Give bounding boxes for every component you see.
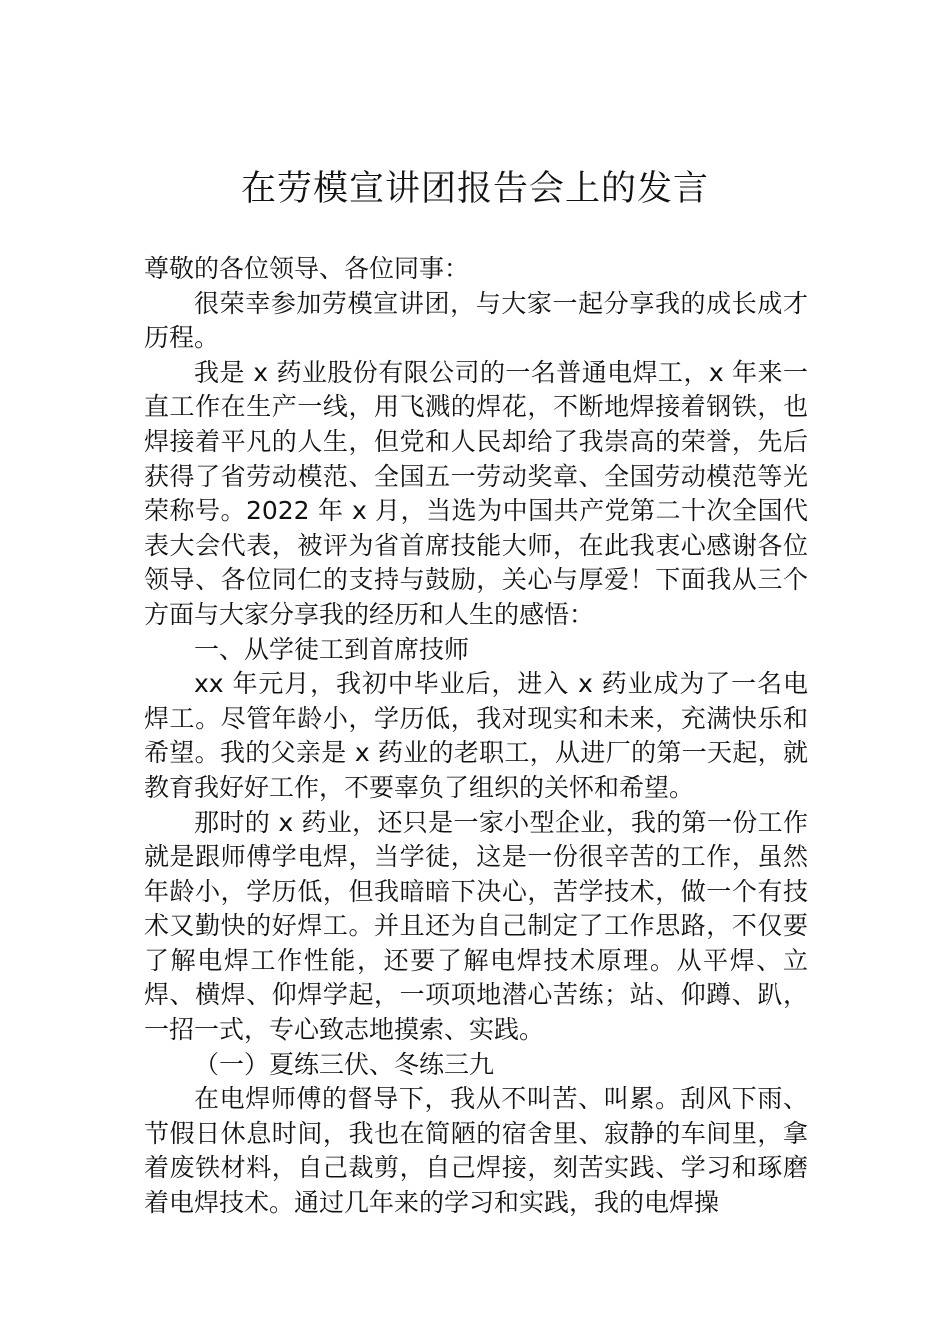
section-heading-1: 一、从学徒工到首席技师 bbox=[194, 634, 470, 664]
document-title: 在劳模宣讲团报告会上的发言 bbox=[240, 169, 709, 209]
document-body bbox=[144, 252, 808, 1221]
salutation: 尊敬的各位领导、各位同事： bbox=[144, 254, 470, 283]
paragraph-joining: xx 年元月，我初中毕业后，进入 x 药业成为了一名电焊工。尽管年龄小，学历低，我对现实和未来，充满快乐和希望。我的父亲是 x 药业的老职工，从进厂的第一天起，就教育我好好工作，不要辜负了组织的关怀和希望。 bbox=[144, 669, 808, 802]
paragraph-background: 我是 x 药业股份有限公司的一名普通电焊工，x 年来一直工作在生产一线，用飞溅的焊花，不断地焊接着钢铁，也焊接着平凡的人生，但党和人民却给了我崇高的荣誉，先后获得了省劳动模范、全国五一劳动奖章、全国劳动模范等光荣称号。2022 年 x 月，当选为中国共产党第二十次全国代表大会代表，被评为省首席技能大师，在此我衷心感谢各位领导、各位同仁的支持与鼓励，关心与厚爱！下面我从三个方面与大家分享我的经历和人生的感悟： bbox=[144, 357, 808, 629]
paragraph-intro: 很荣幸参加劳模宣讲团，与大家一起分享我的成长成才历程。 bbox=[144, 288, 808, 353]
paragraph-practice: 在电焊师傅的督导下，我从不叫苦、叫累。刮风下雨、节假日休息时间，我也在简陋的宿舍里、寂静的车间里，拿着废铁材料，自己裁剪，自己焊接，刻苦实践、学习和琢磨着电焊技术。通过几年来的学习和实践，我的电焊操 bbox=[144, 1084, 808, 1218]
subsection-heading-1: （一）夏练三伏、冬练三九 bbox=[194, 1049, 495, 1079]
paragraph-apprentice: 那时的 x 药业，还只是一家小型企业，我的第一份工作就是跟师傅学电焊，当学徒，这是一份很辛苦的工作，虽然年龄小，学历低，但我暗暗下决心，苦学技术，做一个有技术又勤快的好焊工。并且还为自己制定了工作思路，不仅要了解电焊工作性能，还要了解电焊技术原理。从平焊、立焊、横焊、仰焊学起，一项项地潜心苦练；站、仰蹲、趴，一招一式，专心致志地摸索、实践。 bbox=[144, 807, 808, 1045]
